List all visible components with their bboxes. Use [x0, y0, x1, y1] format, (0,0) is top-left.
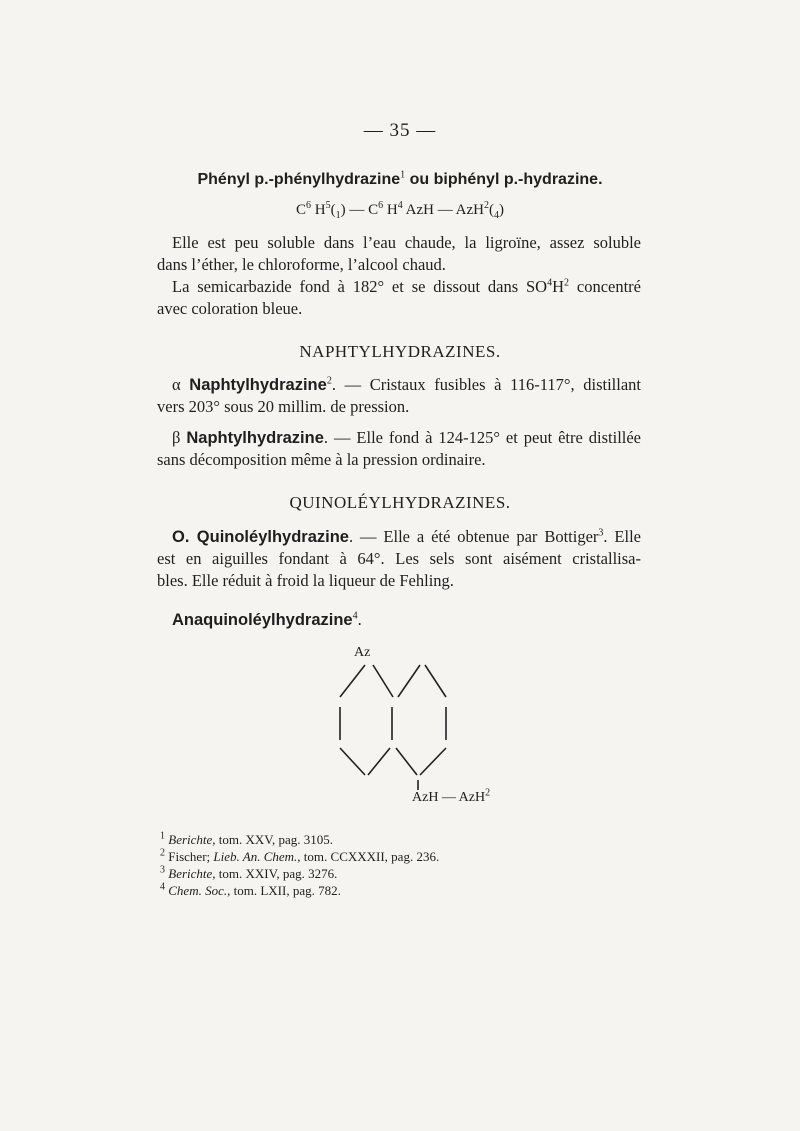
nitrogen-label: Az	[354, 645, 371, 660]
footnote: $^3$ Berichte, tom. XXIV, pag. 3276.	[160, 864, 338, 881]
page-number: — 35 —	[363, 120, 437, 141]
section-heading: QUINOLÉYLHYDRAZINES.	[289, 493, 511, 512]
para-line: dans l’éther, le chloroforme, l’alcool chaud.	[157, 255, 446, 274]
footnote: $^1$ Berichte, tom. XXV, pag. 3105.	[160, 830, 334, 847]
compound-name: Anaquinoléylhydrazine	[172, 611, 353, 629]
hydrazine-group-label: AzH — AzH$^2$	[412, 787, 491, 805]
footnote: $^4$ Chem. Soc., tom. LXII, pag. 782.	[160, 881, 341, 898]
entry-line: α Naphtylhydrazine$^2$. — Cristaux fusibles à 116-117°, distillant	[172, 375, 641, 394]
para-line: Elle est peu soluble dans l’eau chaude, la ligroïne, assez soluble	[172, 233, 641, 252]
footnote-ref: 1	[400, 169, 406, 181]
entry-line: bles. Elle réduit à froid la liqueur de Fehling.	[157, 571, 454, 590]
entry-line: O. Quinoléylhydrazine. — Elle a été obtenue par Bottiger$^3$. Elle	[172, 527, 641, 546]
entry-line: Anaquinoléylhydrazine$^4$.	[172, 610, 362, 629]
section-heading: NAPHTYLHYDRAZINES.	[299, 342, 501, 361]
entry-line: β Naphtylhydrazine. — Elle fond à 124-125° et peut être distillée	[172, 428, 642, 447]
entry-line: sans décomposition même à la pression ordinaire.	[157, 450, 486, 469]
footnote: $^2$ Fischer; Lieb. An. Chem., tom. CCXXXII, pag. 236.	[160, 847, 440, 864]
entry-line: vers 203° sous 20 millim. de pression.	[157, 397, 410, 416]
para-line: avec coloration bleue.	[157, 299, 303, 318]
compound-name: O. Quinoléylhydrazine	[172, 528, 349, 546]
compound-name: Naphtylhydrazine	[186, 429, 324, 447]
entry-line: est en aiguilles fondant à 64°. Les sels sont aisément cristallisa-	[157, 549, 641, 568]
chemical-formula: $C^6$ $H^5(_1)$ — $C^6$ $H^4$ AzH — $AzH^2(_4)$	[296, 200, 504, 221]
heading-alt-name: ou biphényl p.-hydrazine.	[405, 171, 603, 188]
heading-name: Phényl p.-phénylhydrazine	[197, 171, 401, 188]
compound-name: Naphtylhydrazine	[189, 376, 327, 394]
para-line: La semicarbazide fond à 182° et se dissout dans $SO^4H^2$ concentré	[172, 277, 641, 296]
